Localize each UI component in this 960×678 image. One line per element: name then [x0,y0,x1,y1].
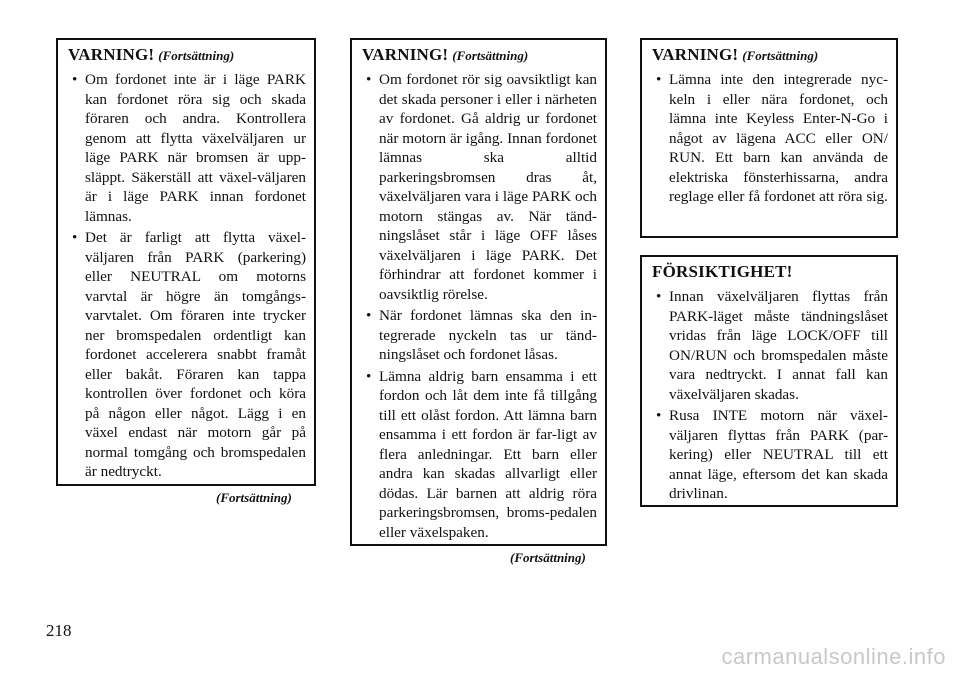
continued-below: (Fortsättning) [216,490,292,505]
list-item: • Om fordonet inte är i läge PARK kan fordonet röra sig och skada föraren och andra. Kontrollera genom att flytta växelväljaren ur läge PARK när bromsen är upp-släppt. Säkerställ att växel-väljaren är i läge PARK innan fordonet lämnas. [68,70,306,226]
list-item: • Lämna aldrig barn ensamma i ett fordon och låt dem inte få tillgång till ett olåst fordon. Att lämna barn ensamma i ett fordon är far-ligt av flera anledningar. Ett barn eller andra kan skadas allvarligt eller dödas. Lär barnen att aldrig röra parkeringsbromsen, broms-pedalen eller växelspaken. [362,367,597,543]
list-item: • Lämna inte den integrerade nyc-keln i eller nära fordonet, och lämna inte Keyless Enter-N-Go i något av lägena ACC eller ON/ RUN. Ett barn kan använda de elektriska fönsterhissarna, andra reglage eller få fordonet att röra sig. [652,70,888,207]
warning-box-2 [350,38,607,546]
list-item: • Innan växelväljaren flyttas från PARK-läget måste tändningslåset vridas från läge LOCK/OFF till ON/RUN och bromspedalen måste vara nedtryckt. I annat fall kan växelväljaren skadas. [652,287,888,404]
warning-box-3 [640,38,898,238]
warning-heading: VARNING! (Fortsättning) [68,45,235,64]
list-item: • Det är farligt att flytta växel-väljaren från PARK (parkering) eller NEUTRAL om motorns varvtal är högre än tomgångs-varvtalet. Om föraren inte trycker ner bromspedalen ordentligt kan fordonet accelerera snabbt framåt eller bakåt. Föraren kan tappa kontrollen över fordonet och köra på någon eller något. Lägg i en växel endast när motorn går på normal tomgång och bromspedalen är nedtryckt. [68,228,306,482]
warning-box-1 [56,38,316,486]
caution-box [640,255,898,507]
continued-tag: (Fortsättning) [742,48,819,63]
page-number: 218 [46,621,72,640]
warning-list [68,70,306,482]
continued-tag: (Fortsättning) [158,48,235,63]
warning-heading: VARNING! (Fortsättning) [652,45,819,64]
list-item: • Rusa INTE motorn när växel-väljaren flyttas från PARK (par-kering) eller NEUTRAL till ett annat läge, eftersom det kan skada drivlinan. [652,406,888,504]
list-item: • Om fordonet rör sig oavsiktligt kan det skada personer i eller i närheten av fordonet. Gå aldrig ur fordonet när motorn är igång. Innan fordonet lämnas ska alltid parkeringsbromsen dras åt, växelväljaren vara i läge PARK och motorn stängas av. När tänd-ningslåset står i läge OFF låses växelväljaren i läge PARK. Det förhindrar att fordonet kommer i oavsiktlig rörelse. [362,70,597,304]
warning-list [362,70,597,542]
caution-list [652,287,888,504]
continued-tag: (Fortsättning) [452,48,529,63]
list-item: • När fordonet lämnas ska den in-tegrerade nyckeln tas ur tänd-ningslåset och fordonet låsas. [362,306,597,365]
warning-heading: VARNING! (Fortsättning) [362,45,529,64]
warning-list [652,70,888,207]
continued-below: (Fortsättning) [510,550,586,565]
caution-heading: FÖRSIKTIGHET! [652,262,793,281]
watermark: carmanualsonline.info [721,644,946,669]
